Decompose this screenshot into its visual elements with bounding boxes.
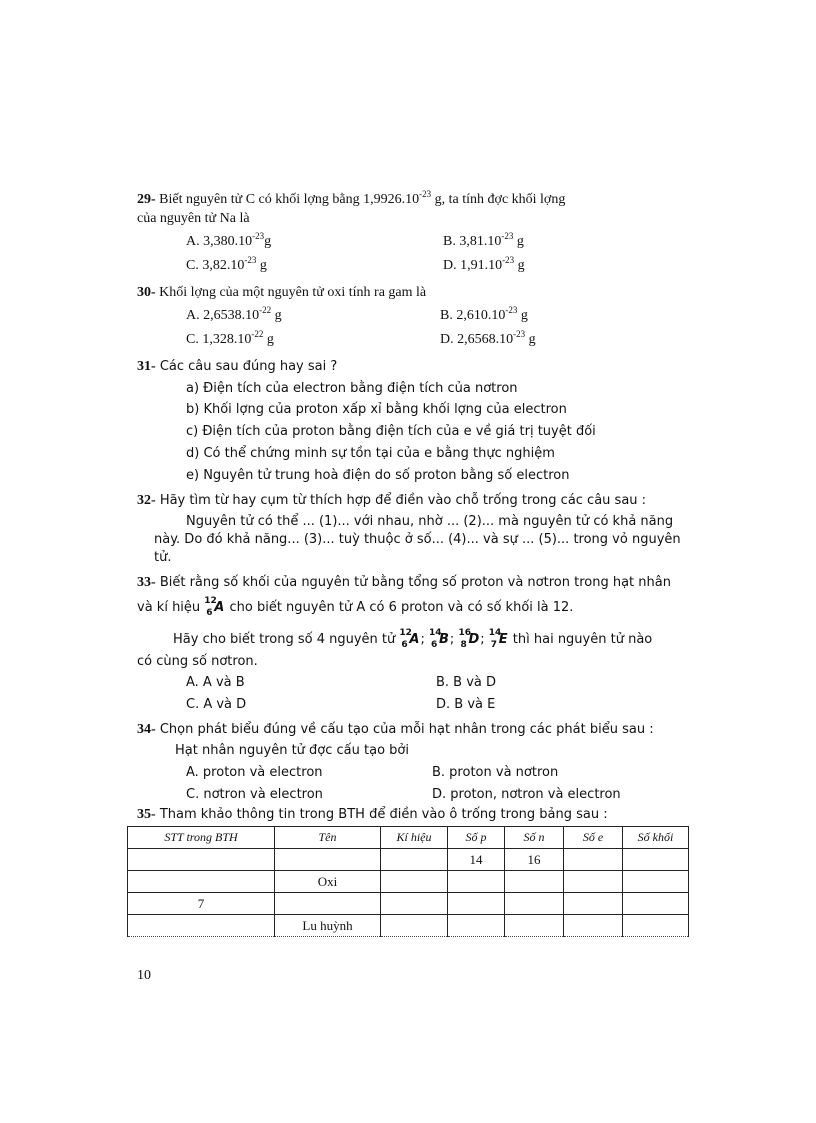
table-row: 14 16 — [128, 849, 689, 871]
q34-number: 34- — [137, 722, 156, 737]
q33-number: 33- — [137, 575, 156, 590]
q31-item-c: c) Điện tích của proton bằng điện tích của e về giá trị tuyệt đối — [186, 424, 596, 439]
q33-line1: 33- Biết rằng số khối của nguyên tử bằng tổng số proton và nơtron trong hạt nhân — [137, 575, 671, 590]
q30-option-d: D. $2,6568.10^{-23}$ g — [440, 329, 536, 347]
page-number: 10 — [137, 968, 151, 983]
q34-stem: 34- Chọn phát biểu đúng về cấu tạo của mỗi hạt nhân trong các phát biểu sau : — [137, 722, 654, 737]
q33-option-b: B. B và D — [436, 675, 497, 690]
q32-para-line3: tử. — [154, 550, 172, 565]
q29-option-a: A. $3,380.10^{-23}g$ — [186, 231, 272, 249]
q31-number: 31- — [137, 359, 156, 374]
q32-number: 32- — [137, 493, 156, 508]
q33-line3: Hãy cho biết trong số 4 nguyên tử 12 6 A; 14 6 B; 16 8 D; 14 7 E thì hai nguyên tử nào — [173, 628, 653, 650]
q31-item-d: d) Có thể chứng minh sự tồn tại của e bằng thực nghiệm — [186, 446, 555, 461]
q29-line1: 29- Biết nguyên tử C có khối lợng bằng $1,9926.10^{-23}$ g, ta tính đợc khối lợng — [137, 189, 566, 207]
q34-option-a: A. proton và electron — [186, 765, 323, 780]
q32-para-line2: này. Do đó khả năng... (3)... tuỳ thuộc ở số... (4)... và sự ... (5)... trong vỏ nguyên — [154, 532, 681, 547]
q31-stem: 31- Các câu sau đúng hay sai ? — [137, 359, 338, 374]
q33-option-d: D. B và E — [436, 697, 496, 712]
q29-option-d: D. $1,91.10^{-23}$ g — [443, 255, 525, 273]
q33-option-c: C. A và D — [186, 697, 247, 712]
q34-option-c: C. nơtron và electron — [186, 787, 323, 802]
col-name: Tên — [275, 827, 381, 849]
q29-line2: của nguyên tử Na là — [137, 211, 250, 226]
col-stt: STT trong BTH — [128, 827, 275, 849]
q34-option-d: D. proton, nơtron và electron — [432, 787, 621, 802]
q30-option-b: B. $2,610.10^{-23}$ g — [440, 305, 528, 323]
q31-item-e: e) Nguyên tử trung hoà điện do số proton bằng số electron — [186, 468, 570, 483]
q29-option-c: C. $3,82.10^{-23}$ g — [186, 255, 267, 273]
col-mass: Số khối — [623, 827, 689, 849]
q34-option-b: B. proton và nơtron — [432, 765, 559, 780]
col-p: Số p — [448, 827, 505, 849]
q32-stem: 32- Hãy tìm từ hay cụm từ thích hợp để điền vào chỗ trống trong các câu sau : — [137, 493, 647, 508]
isotope-A: 12 6 A — [399, 628, 420, 650]
col-symbol: Kí hiệu — [381, 827, 448, 849]
isotope-D: 16 8 D — [458, 628, 480, 650]
q31-item-b: b) Khối lợng của proton xấp xỉ bằng khối lợng của electron — [186, 402, 567, 417]
q30-option-a: A. $2,6538.10^{-22}$ g — [186, 305, 282, 323]
q33-example-symbol: 12 6 A — [204, 596, 225, 618]
q30-stem: 30- Khối lợng của một nguyên tử oxi tính ra gam là — [137, 285, 427, 300]
q32-para-line1: Nguyên tử có thể ... (1)... với nhau, nhờ ... (2)... mà nguyên tử có khả năng — [186, 514, 674, 529]
table-row: 7 — [128, 893, 689, 915]
q30-number: 30- — [137, 285, 156, 300]
col-n: Số n — [505, 827, 564, 849]
q33-line4: có cùng số nơtron. — [137, 654, 258, 669]
table-row: Oxi — [128, 871, 689, 893]
q29-number: 29- — [137, 192, 156, 207]
table-row: Lu huỳnh — [128, 915, 689, 937]
q30-option-c: C. $1,328.10^{-22}$ g — [186, 329, 274, 347]
q35-number: 35- — [137, 807, 156, 822]
q33-option-a: A. A và B — [186, 675, 245, 690]
isotope-E: 14 7 E — [488, 628, 508, 650]
isotope-B: 14 6 B — [428, 628, 449, 650]
col-e: Số e — [564, 827, 623, 849]
q35-stem: 35- Tham khảo thông tin trong BTH để điền vào ô trống trong bảng sau : — [137, 807, 608, 822]
q31-item-a: a) Điện tích của electron bằng điện tích của nơtron — [186, 381, 518, 396]
q33-line2: và kí hiệu 12 6 A cho biết nguyên tử A có 6 proton và có số khối là 12. — [137, 596, 574, 618]
q29-option-b: B. $3,81.10^{-23}$ g — [443, 231, 524, 249]
q34-substem: Hạt nhân nguyên tử đợc cấu tạo bởi — [175, 743, 409, 758]
table-header-row — [128, 827, 689, 849]
element-table — [127, 826, 689, 937]
